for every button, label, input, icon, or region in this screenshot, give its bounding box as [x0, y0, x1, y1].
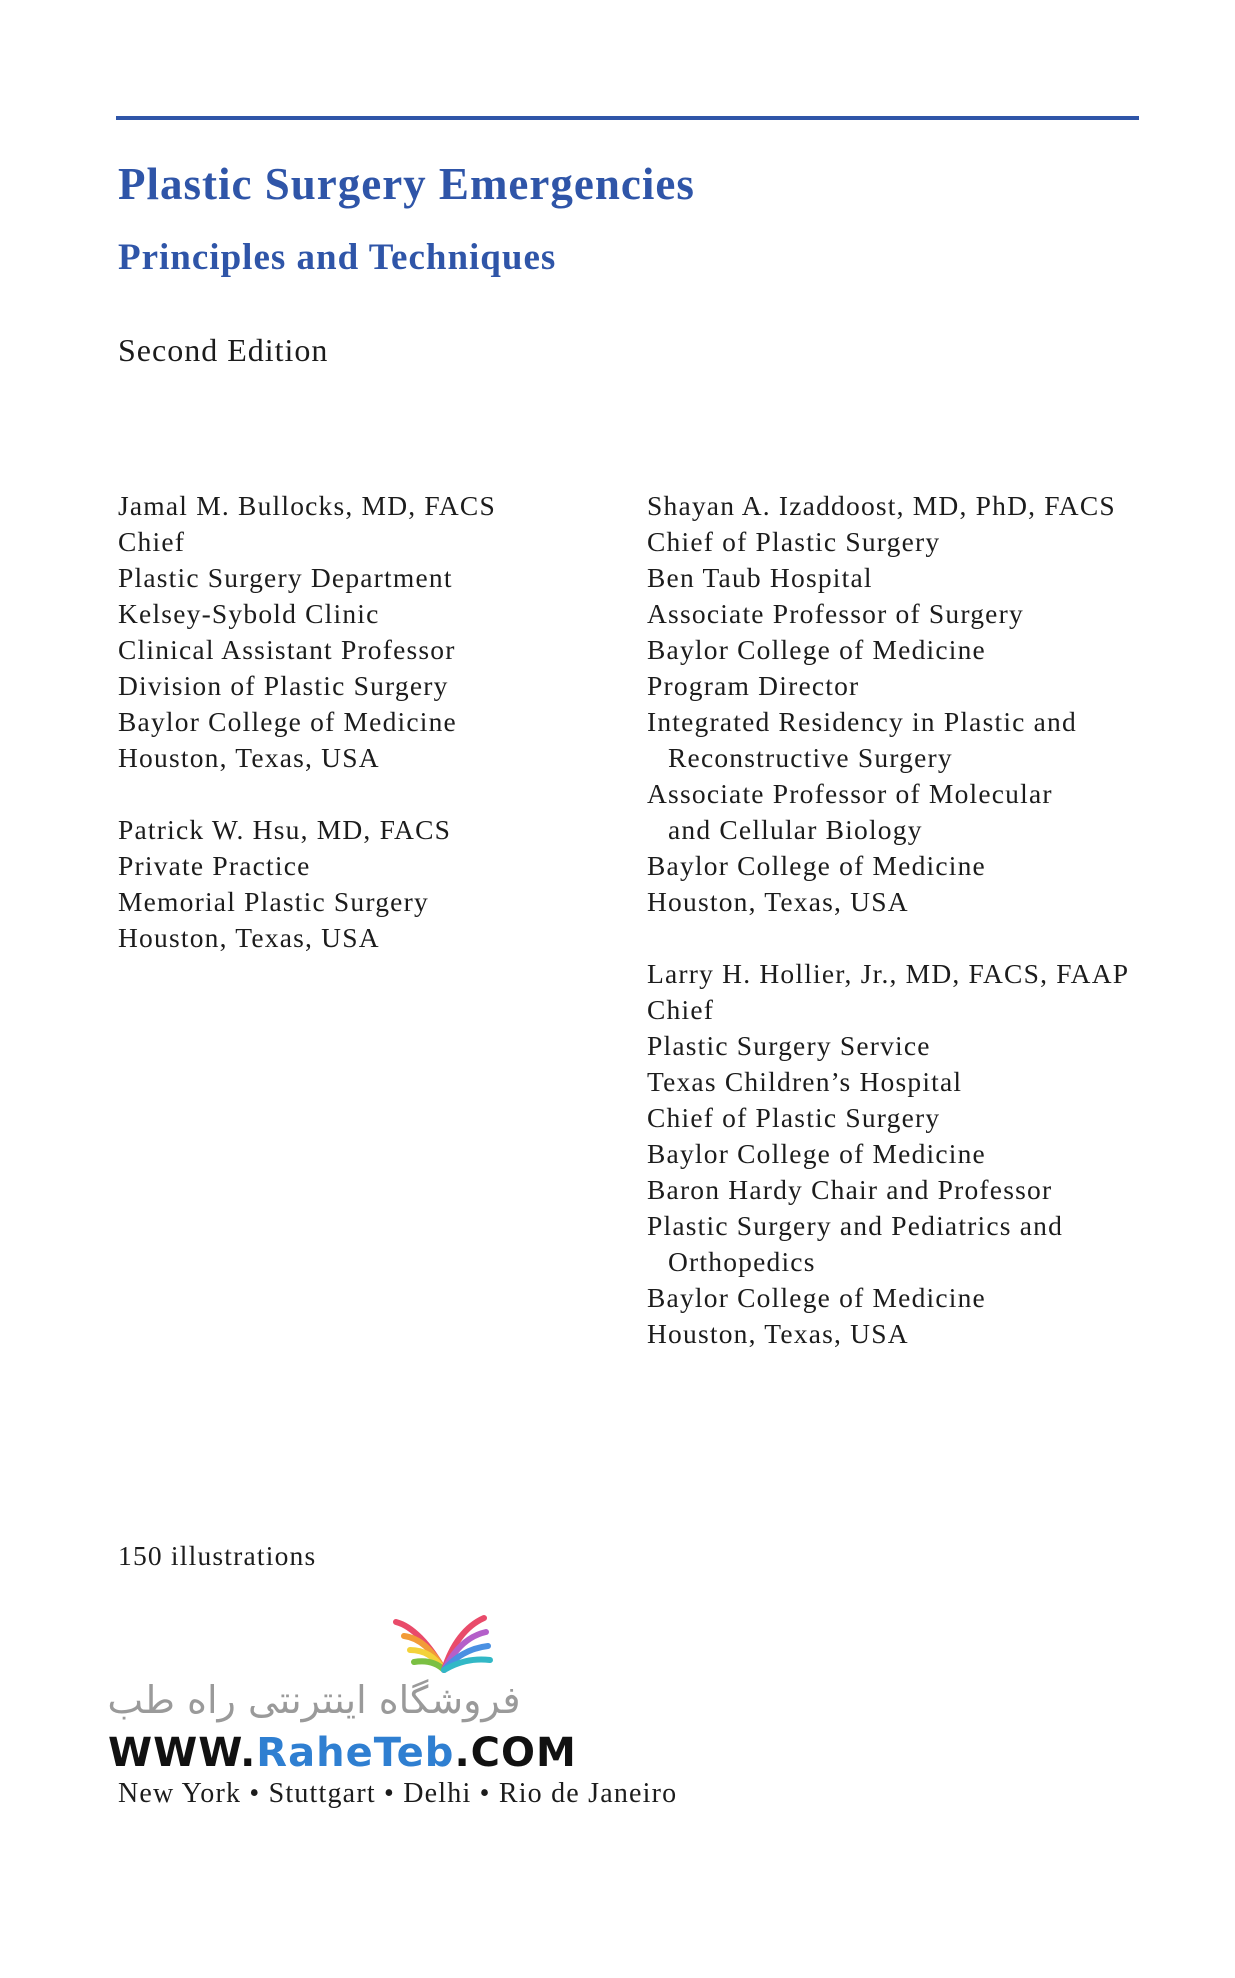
author-affiliation-line: Private Practice — [118, 850, 311, 881]
watermark-persian-text: فروشگاه اینترنتی راه طب — [107, 1678, 521, 1722]
author-affiliation-line: Ben Taub Hospital — [647, 562, 873, 593]
author-block — [647, 488, 1207, 920]
author-affiliation-line: Program Director — [647, 670, 860, 701]
watermark-url-prefix: WWW. — [108, 1730, 257, 1776]
watermark-url-name: RaheTeb — [256, 1730, 455, 1776]
author-affiliation-line: Baron Hardy Chair and Professor — [647, 1174, 1053, 1205]
author-affiliation-line: Chief of Plastic Surgery — [647, 1102, 941, 1133]
watermark-url-suffix: .COM — [454, 1730, 577, 1776]
author-block — [118, 812, 618, 956]
author-affiliation-line: and Cellular Biology — [668, 814, 923, 845]
author-affiliation-line: Houston, Texas, USA — [118, 922, 380, 953]
author-affiliation-line: Baylor College of Medicine — [647, 1138, 986, 1169]
author-affiliation-line: Kelsey-Sybold Clinic — [118, 598, 380, 629]
author-block — [118, 488, 618, 776]
author-affiliation-line: Plastic Surgery Department — [118, 562, 453, 593]
authors-right-column — [647, 488, 1207, 1388]
author-name: Shayan A. Izaddoost, MD, PhD, FACS — [647, 490, 1116, 521]
author-affiliation-line: Houston, Texas, USA — [647, 886, 909, 917]
author-affiliation-line: Baylor College of Medicine — [647, 1282, 986, 1313]
author-affiliation-line: Division of Plastic Surgery — [118, 670, 449, 701]
book-title: Plastic Surgery Emergencies — [118, 159, 695, 209]
author-affiliation-line: Houston, Texas, USA — [118, 742, 380, 773]
author-affiliation-line: Chief of Plastic Surgery — [647, 526, 941, 557]
author-affiliation-line: Baylor College of Medicine — [118, 706, 457, 737]
author-affiliation-line: Orthopedics — [668, 1246, 816, 1277]
author-affiliation-line: Plastic Surgery Service — [647, 1030, 931, 1061]
publisher-cities: New York • Stuttgart • Delhi • Rio de Janeiro — [118, 1778, 678, 1809]
author-affiliation-line: Baylor College of Medicine — [647, 850, 986, 881]
author-affiliation-line: Chief — [118, 526, 186, 557]
author-name: Jamal M. Bullocks, MD, FACS — [118, 490, 496, 521]
author-affiliation-line: Reconstructive Surgery — [668, 742, 953, 773]
watermark — [104, 1604, 577, 1784]
author-affiliation-line: Memorial Plastic Surgery — [118, 886, 429, 917]
watermark-url — [108, 1730, 577, 1776]
author-affiliation-line: Chief — [647, 994, 715, 1025]
author-block — [647, 956, 1207, 1352]
book-subtitle: Principles and Techniques — [118, 237, 557, 278]
author-affiliation-line: Clinical Assistant Professor — [118, 634, 456, 665]
authors-left-column — [118, 488, 618, 992]
author-affiliation-line: Associate Professor of Molecular — [647, 778, 1053, 809]
author-name: Patrick W. Hsu, MD, FACS — [118, 814, 452, 845]
author-name: Larry H. Hollier, Jr., MD, FACS, FAAP — [647, 958, 1130, 989]
edition-label: Second Edition — [118, 332, 329, 368]
author-affiliation-line: Houston, Texas, USA — [647, 1318, 909, 1349]
author-affiliation-line: Baylor College of Medicine — [647, 634, 986, 665]
top-rule — [116, 116, 1139, 120]
author-affiliation-line: Texas Children’s Hospital — [647, 1066, 963, 1097]
author-affiliation-line: Plastic Surgery and Pediatrics and — [647, 1210, 1064, 1241]
author-affiliation-line: Integrated Residency in Plastic and — [647, 706, 1077, 737]
author-affiliation-line: Associate Professor of Surgery — [647, 598, 1024, 629]
illustrations-count: 150 illustrations — [118, 1540, 317, 1571]
open-book-rainbow-icon — [374, 1604, 514, 1678]
